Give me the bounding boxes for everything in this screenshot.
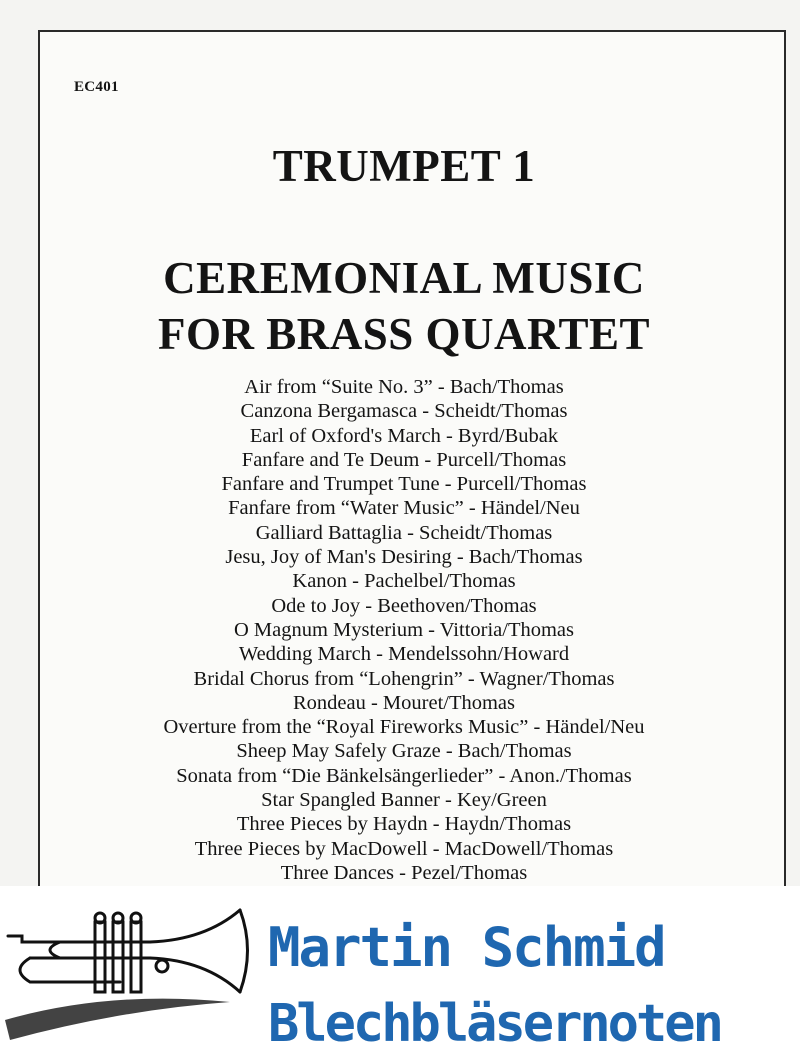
list-item: Overture from the “Royal Fireworks Music” - Händel/Neu <box>163 716 645 739</box>
list-item: Sonata from “Die Bänkelsängerlieder” - Anon./Thomas <box>176 764 632 787</box>
list-item: Three Pieces by Haydn - Haydn/Thomas <box>236 813 572 836</box>
watermark-brand: Martin Schmid <box>268 916 665 979</box>
list-item: Three Pieces by MacDowell - MacDowell/Thomas <box>194 837 614 860</box>
list-item: Bridal Chorus from “Lohengrin” - Wagner/Thomas <box>193 667 615 690</box>
seller-watermark <box>0 886 800 1061</box>
list-item: Kanon - Pachelbel/Thomas <box>292 570 516 593</box>
title-line-2: FOR BRASS QUARTET <box>157 309 650 359</box>
list-item: Wedding March - Mendelssohn/Howard <box>238 643 570 666</box>
list-item: Galliard Battaglia - Scheidt/Thomas <box>255 521 553 544</box>
title-line-1: CEREMONIAL MUSIC <box>163 253 645 303</box>
list-item: Canzona Bergamasca - Scheidt/Thomas <box>240 400 568 423</box>
catalog-code: EC401 <box>74 79 119 95</box>
part-title: TRUMPET 1 <box>272 141 536 191</box>
main-title <box>0 250 800 362</box>
list-item: Three Dances - Pezel/Thomas <box>280 861 528 884</box>
list-item: Air from “Suite No. 3” - Bach/Thomas <box>244 376 564 398</box>
list-item: Fanfare from “Water Music” - Händel/Neu <box>228 497 580 520</box>
watermark-subtitle: Blechbläsernoten <box>268 994 721 1054</box>
list-item: Rondeau - Mouret/Thomas <box>292 691 516 714</box>
list-item: Sheep May Safely Graze - Bach/Thomas <box>236 740 572 763</box>
list-item: Star Spangled Banner - Key/Green <box>261 789 547 812</box>
trumpet-icon <box>0 900 270 1050</box>
list-item: Fanfare and Trumpet Tune - Purcell/Thomas <box>221 473 587 496</box>
list-item: Earl of Oxford's March - Byrd/Bubak <box>249 424 559 447</box>
list-item: O Magnum Mysterium - Vittoria/Thomas <box>233 618 575 641</box>
list-item: Fanfare and Te Deum - Purcell/Thomas <box>241 448 567 471</box>
contents-list <box>0 375 800 885</box>
list-item: Ode to Joy - Beethoven/Thomas <box>271 594 537 617</box>
list-item: Jesu, Joy of Man's Desiring - Bach/Thomas <box>225 546 583 569</box>
